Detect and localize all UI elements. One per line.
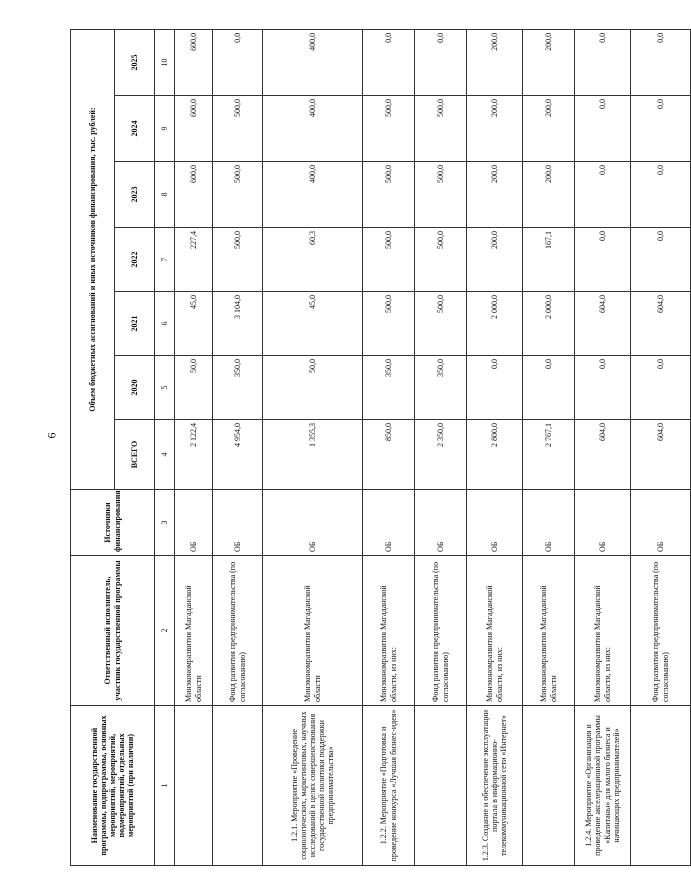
amount-cell-2022: 500,0	[363, 228, 415, 292]
amount-cell-ВСЕГО: 4 954,0	[213, 420, 263, 490]
amount-cell-2021: 45,0	[263, 292, 363, 356]
table-row	[467, 29, 523, 865]
amount-cell-2021: 2 000,0	[523, 292, 575, 356]
amount-cell-2023: 500,0	[363, 162, 415, 228]
amount-cell-ВСЕГО: 850,0	[363, 420, 415, 490]
amount-cell-2020: 350,0	[213, 356, 263, 420]
amount-cell-2024: 400,0	[263, 96, 363, 162]
header-funding-group: Объем бюджетных ассигнований и иных источников финансирования, тыс. рублей:	[71, 29, 115, 489]
header-year-3: 2022	[115, 228, 155, 292]
column-index-1: 1	[155, 706, 175, 866]
amount-cell-2024: 200,0	[467, 96, 523, 162]
funding-source-cell: ОБ	[467, 490, 523, 556]
table-body	[175, 29, 691, 865]
measure-name-cell	[631, 706, 691, 866]
column-index-6: 6	[155, 292, 175, 356]
responsible-cell: Фонд развития предпринимательства (по согласованию)	[213, 556, 263, 706]
amount-cell-2021: 500,0	[363, 292, 415, 356]
table-row	[523, 29, 575, 865]
amount-cell-2025: 0,0	[575, 29, 631, 95]
amount-cell-2021: 3 104,0	[213, 292, 263, 356]
amount-cell-2023: 0,0	[631, 162, 691, 228]
column-index-7: 7	[155, 228, 175, 292]
amount-cell-2020: 0,0	[575, 356, 631, 420]
measure-name-cell	[213, 706, 263, 866]
amount-cell-ВСЕГО: 1 355,3	[263, 420, 363, 490]
amount-cell-2023: 0,0	[575, 162, 631, 228]
column-index-9: 9	[155, 96, 175, 162]
table-row	[175, 29, 213, 865]
amount-cell-2020: 0,0	[523, 356, 575, 420]
amount-cell-ВСЕГО: 2 122,4	[175, 420, 213, 490]
funding-source-cell: ОБ	[631, 490, 691, 556]
amount-cell-2020: 50,0	[175, 356, 213, 420]
amount-cell-2021: 45,0	[175, 292, 213, 356]
measure-name-cell	[415, 706, 467, 866]
amount-cell-2021: 604,0	[631, 292, 691, 356]
column-index-10: 10	[155, 29, 175, 95]
amount-cell-2020: 0,0	[467, 356, 523, 420]
header-name-column: Наименование государственной программы, подпрограммы, основных мероприятий, мероприятий, подмероприятий, отдельных мероприятий (при наличии)	[71, 706, 155, 866]
header-year-5: 2024	[115, 96, 155, 162]
amount-cell-2022: 0,0	[575, 228, 631, 292]
measure-name-cell	[523, 706, 575, 866]
responsible-cell: Минэкономразвития Магаданской области, из них:	[363, 556, 415, 706]
funding-source-cell: ОБ	[415, 490, 467, 556]
table-row	[263, 29, 363, 865]
table-row	[575, 29, 631, 865]
measure-name-cell: 1.2.3. Создание и обеспечение эксплуатации портала в информационно-телекоммуникационной сети «Интернет»	[467, 706, 523, 866]
amount-cell-2023: 500,0	[213, 162, 263, 228]
amount-cell-2020: 50,0	[263, 356, 363, 420]
amount-cell-2025: 0,0	[415, 29, 467, 95]
amount-cell-2024: 500,0	[213, 96, 263, 162]
amount-cell-2023: 200,0	[467, 162, 523, 228]
table-row	[631, 29, 691, 865]
responsible-cell: Минэкономразвития Магаданской области, из них:	[575, 556, 631, 706]
header-source-column: Источники финансирования	[71, 490, 155, 556]
amount-cell-ВСЕГО: 2 350,0	[415, 420, 467, 490]
amount-cell-2022: 0,0	[631, 228, 691, 292]
responsible-cell: Фонд развития предпринимательства (по согласованию)	[631, 556, 691, 706]
amount-cell-2022: 500,0	[213, 228, 263, 292]
amount-cell-2022: 60,3	[263, 228, 363, 292]
measure-name-cell	[175, 706, 213, 866]
amount-cell-2025: 0,0	[363, 29, 415, 95]
amount-cell-2020: 0,0	[631, 356, 691, 420]
measure-name-cell: 1.2.4. Мероприятие «Организация и проведение акселерационной программы «Капитаны» для малого бизнеса и начинающих предпринимателей»	[575, 706, 631, 866]
measure-name-cell: 1.2.2. Мероприятие «Подготовка и проведение конкурса «Лучшая бизнес-идея»	[363, 706, 415, 866]
responsible-cell: Минэкономразвития Магаданской области	[175, 556, 213, 706]
amount-cell-ВСЕГО: 2 800,0	[467, 420, 523, 490]
amount-cell-2022: 167,1	[523, 228, 575, 292]
table-row	[213, 29, 263, 865]
amount-cell-2025: 0,0	[213, 29, 263, 95]
amount-cell-2025: 400,0	[263, 29, 363, 95]
amount-cell-2023: 200,0	[523, 162, 575, 228]
amount-cell-2024: 0,0	[575, 96, 631, 162]
amount-cell-2024: 500,0	[363, 96, 415, 162]
header-responsible-column: Ответственный исполнитель, участник государственной программы	[71, 556, 155, 706]
amount-cell-2024: 600,0	[175, 96, 213, 162]
amount-cell-2025: 200,0	[467, 29, 523, 95]
amount-cell-2021: 2 000,0	[467, 292, 523, 356]
column-index-8: 8	[155, 162, 175, 228]
amount-cell-2024: 500,0	[415, 96, 467, 162]
header-year-1: 2020	[115, 356, 155, 420]
page-number: 6	[44, 432, 59, 439]
amount-cell-2022: 200,0	[467, 228, 523, 292]
responsible-cell: Фонд развития предпринимательства (по согласованию)	[415, 556, 467, 706]
column-index-4: 4	[155, 420, 175, 490]
column-index-3: 3	[155, 490, 175, 556]
amount-cell-2020: 350,0	[363, 356, 415, 420]
funding-source-cell: ОБ	[363, 490, 415, 556]
funding-source-cell: ОБ	[263, 490, 363, 556]
amount-cell-2023: 500,0	[415, 162, 467, 228]
amount-cell-2023: 400,0	[263, 162, 363, 228]
measure-name-cell: 1.2.1. Мероприятие «Проведение социологических, маркетинговых, научных исследований в целях совершенствования государственной политики поддержки предпринимательства»	[263, 706, 363, 866]
amount-cell-ВСЕГО: 604,0	[575, 420, 631, 490]
header-year-6: 2025	[115, 29, 155, 95]
amount-cell-2025: 0,0	[631, 29, 691, 95]
responsible-cell: Минэкономразвития Магаданской области, из них:	[467, 556, 523, 706]
header-year-4: 2023	[115, 162, 155, 228]
amount-cell-2022: 227,4	[175, 228, 213, 292]
amount-cell-2025: 600,0	[175, 29, 213, 95]
header-year-0: ВСЕГО	[115, 420, 155, 490]
funding-source-cell: ОБ	[575, 490, 631, 556]
amount-cell-ВСЕГО: 604,0	[631, 420, 691, 490]
amount-cell-2021: 604,0	[575, 292, 631, 356]
amount-cell-2020: 350,0	[415, 356, 467, 420]
responsible-cell: Минэкономразвития Магаданской области	[523, 556, 575, 706]
amount-cell-2023: 600,0	[175, 162, 213, 228]
funding-source-cell: ОБ	[175, 490, 213, 556]
amount-cell-2024: 0,0	[631, 96, 691, 162]
budget-table	[70, 29, 691, 866]
table-row	[363, 29, 415, 865]
column-index-2: 2	[155, 556, 175, 706]
amount-cell-2025: 200,0	[523, 29, 575, 95]
amount-cell-2024: 200,0	[523, 96, 575, 162]
column-index-5: 5	[155, 356, 175, 420]
funding-source-cell: ОБ	[213, 490, 263, 556]
amount-cell-ВСЕГО: 2 767,1	[523, 420, 575, 490]
amount-cell-2021: 500,0	[415, 292, 467, 356]
amount-cell-2022: 500,0	[415, 228, 467, 292]
header-index-row	[155, 29, 175, 865]
rotated-table-wrapper	[70, 30, 670, 866]
table-row	[415, 29, 467, 865]
responsible-cell: Минэкономразвития Магаданской области	[263, 556, 363, 706]
header-year-2: 2021	[115, 292, 155, 356]
funding-source-cell: ОБ	[523, 490, 575, 556]
